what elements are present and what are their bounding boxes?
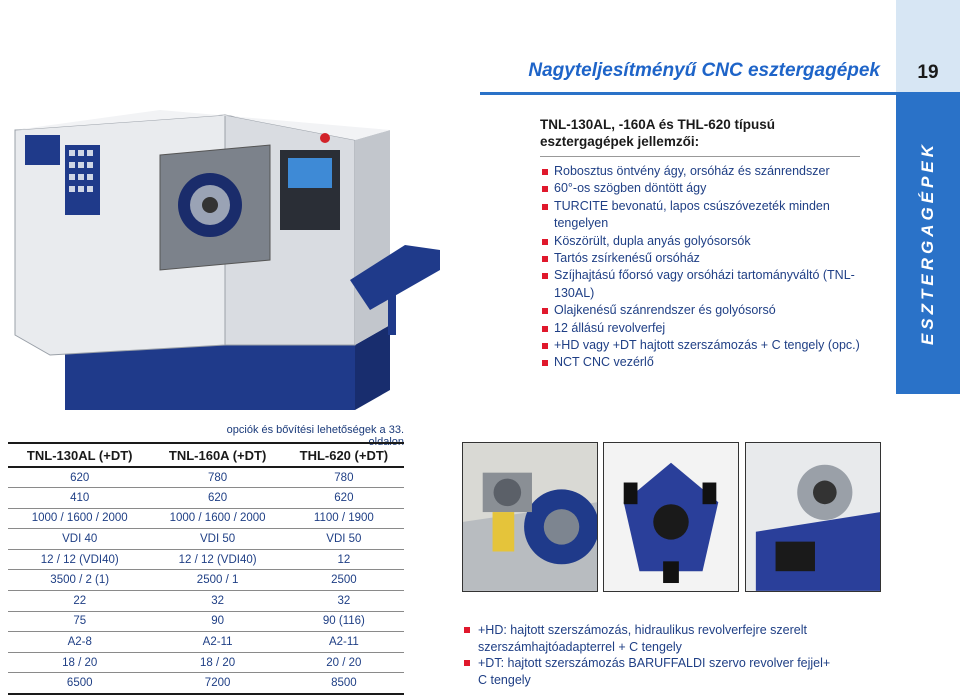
specs-table	[8, 442, 404, 695]
list-item: 12 állású revolverfej	[540, 320, 860, 337]
table-row	[8, 652, 404, 673]
table-cell: 410	[8, 488, 151, 509]
list-item: +DT: hajtott szerszámozás BARUFFALDI szervo revolver fejjel+ C tengely	[462, 655, 842, 688]
cnc-lathe-image	[10, 110, 450, 410]
table-cell: 8500	[284, 673, 404, 694]
list-item: Olajkenésű szánrendszer és golyósorsó	[540, 302, 860, 319]
table-cell: 3500 / 2 (1)	[8, 570, 151, 591]
table-row	[8, 529, 404, 550]
turret-hd-illustration	[463, 443, 597, 591]
section-side-tab-label: ESZTERGAGÉPEK	[918, 140, 937, 346]
table-cell: 620	[284, 488, 404, 509]
table-row	[8, 549, 404, 570]
turret-dt-illustration	[604, 443, 738, 591]
turret-photo-hd	[462, 442, 598, 592]
column-header: TNL-130AL (+DT)	[8, 443, 151, 467]
table-cell: 6500	[8, 673, 151, 694]
table-cell: VDI 40	[8, 529, 151, 550]
features-list	[540, 163, 860, 372]
column-header: THL-620 (+DT)	[284, 443, 404, 467]
table-cell: VDI 50	[151, 529, 283, 550]
header-divider	[480, 92, 896, 95]
table-cell: 1000 / 1600 / 2000	[8, 508, 151, 529]
table-cell: 18 / 20	[8, 652, 151, 673]
table-cell: 18 / 20	[151, 652, 283, 673]
features-title: TNL-130AL, -160A és THL-620 típusú esztergagépek jellemzői:	[540, 116, 860, 157]
table-cell: 620	[8, 467, 151, 488]
table-row	[8, 488, 404, 509]
table-cell: 780	[284, 467, 404, 488]
table-cell: 7200	[151, 673, 283, 694]
table-cell: 90 (116)	[284, 611, 404, 632]
table-cell: 20 / 20	[284, 652, 404, 673]
table-cell: 75	[8, 611, 151, 632]
table-row	[8, 570, 404, 591]
table-row	[8, 467, 404, 488]
table-cell: 780	[151, 467, 283, 488]
table-cell: 32	[284, 591, 404, 612]
table-cell: 12	[284, 549, 404, 570]
cnc-lathe-illustration	[10, 110, 450, 410]
chuck-illustration	[746, 443, 880, 591]
table-cell: 32	[151, 591, 283, 612]
chuck-photo	[745, 442, 881, 592]
turret-photo-dt	[603, 442, 739, 592]
table-cell: 2500	[284, 570, 404, 591]
page-number: 19	[896, 0, 960, 92]
features-section	[540, 116, 860, 372]
section-side-tab	[896, 92, 960, 394]
table-cell: 12 / 12 (VDI40)	[151, 549, 283, 570]
table-cell: 2500 / 1	[151, 570, 283, 591]
table-row	[8, 673, 404, 694]
table-cell: 1000 / 1600 / 2000	[151, 508, 283, 529]
table-cell: 620	[151, 488, 283, 509]
table-cell: VDI 50	[284, 529, 404, 550]
option-notes-list	[462, 622, 842, 688]
list-item: TURCITE bevonatú, lapos csúszóvezeték minden tengelyen	[540, 198, 860, 233]
column-header: TNL-160A (+DT)	[151, 443, 283, 467]
table-cell: 12 / 12 (VDI40)	[8, 549, 151, 570]
table-row	[8, 508, 404, 529]
table-cell: 1100 / 1900	[284, 508, 404, 529]
table-header-row	[8, 443, 404, 467]
table-cell: A2-11	[151, 632, 283, 653]
list-item: Köszörült, dupla anyás golyósorsók	[540, 233, 860, 250]
list-item: Tartós zsírkenésű orsóház	[540, 250, 860, 267]
table-cell: 22	[8, 591, 151, 612]
list-item: Robosztus öntvény ágy, orsóház és szánrendszer	[540, 163, 860, 180]
table-cell: A2-11	[284, 632, 404, 653]
list-item: Szíjhajtású főorsó vagy orsóházi tartományváltó (TNL-130AL)	[540, 267, 860, 302]
options-reference-note: opciók és bővítési lehetőségek a 33. oldalon	[226, 424, 404, 448]
page-title: Nagyteljesítményű CNC esztergagépek	[528, 60, 880, 81]
table-row	[8, 611, 404, 632]
list-item: NCT CNC vezérlő	[540, 354, 860, 371]
table-cell: 90	[151, 611, 283, 632]
list-item: 60°-os szögben döntött ágy	[540, 180, 860, 197]
table-row	[8, 632, 404, 653]
table-cell: A2-8	[8, 632, 151, 653]
list-item: +HD vagy +DT hajtott szerszámozás + C tengely (opc.)	[540, 337, 860, 354]
table-row	[8, 591, 404, 612]
list-item: +HD: hajtott szerszámozás, hidraulikus revolverfejre szerelt szerszámhajtóadapterrel + C tengely	[462, 622, 842, 655]
